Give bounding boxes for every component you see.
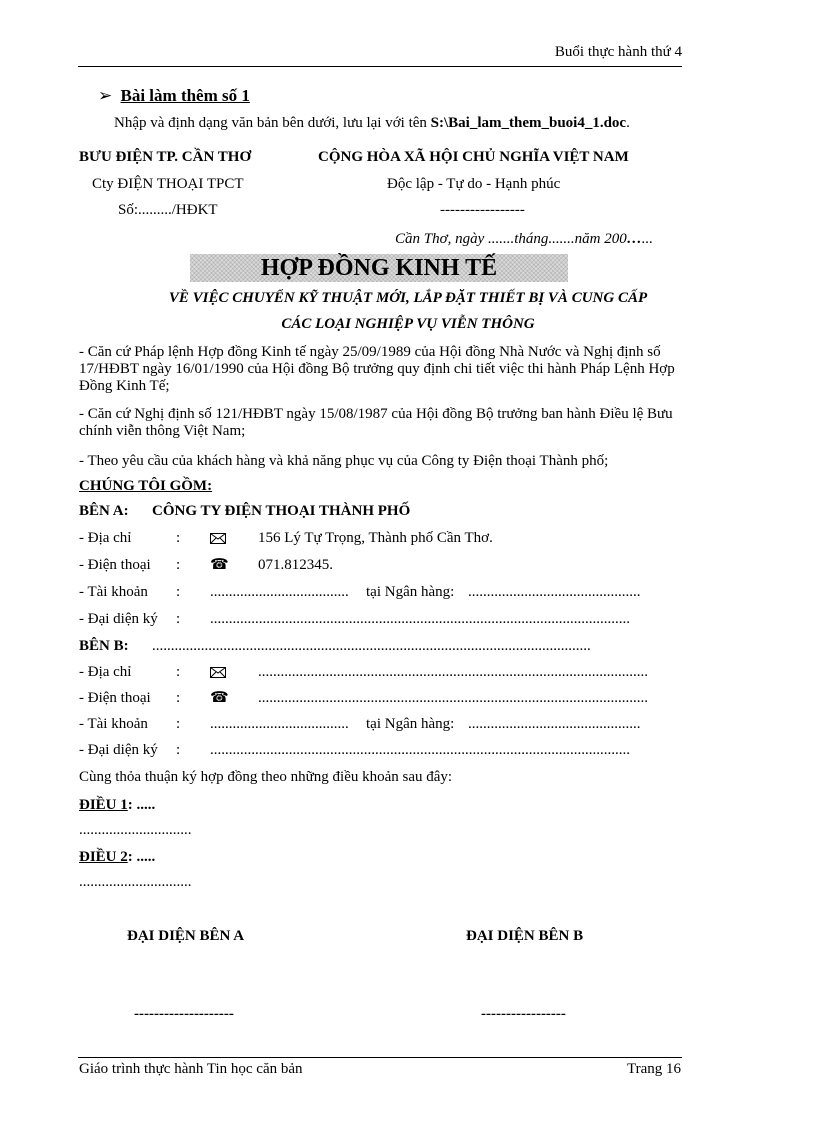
signature-a-line: -------------------- [134,1006,234,1022]
org-name: BƯU ĐIỆN TP. CẦN THƠ [79,149,252,165]
party-a-account-dots: ..................................... [210,584,349,600]
contract-subtitle-line1: VỀ VIỆC CHUYỂN KỸ THUẬT MỚI, LẮP ĐẶT THIẾT BỊ VÀ CUNG CẤP [168,290,648,306]
party-a-address-value: 156 Lý Tự Trọng, Thành phố Cần Thơ. [258,530,493,546]
colon: : [176,716,181,732]
header-rule [78,66,682,67]
party-a-account-label: - Tài khoản [79,584,148,600]
contract-title: HỢP ĐỒNG KINH TẾ [190,254,568,282]
we-are-heading: CHÚNG TÔI GỒM: [79,478,213,494]
motto-rule: ----------------- [440,202,525,218]
page-number: Trang 16 [626,1061,681,1077]
signature-b-label: ĐẠI DIỆN BÊN B [466,928,584,944]
party-b-address-dots: ........................................................................................................ [258,664,648,680]
party-b-account-label: - Tài khoản [79,716,148,732]
agreement-text: Cùng thỏa thuận ký hợp đồng theo những điều khoản sau đây: [79,769,453,785]
party-b-phone-dots: ........................................................................................................ [258,690,648,706]
signature-b-line: ----------------- [481,1006,566,1022]
date-line: Cần Thơ, ngày .......tháng.......năm 200…... [395,231,654,247]
exercise-instruction: Nhập và định dạng văn bản bên dưới, lưu lại với tên S:\Bai_lam_them_buoi4_1.doc. [114,115,630,131]
party-b-rep-label: - Đại diện ký [79,742,158,758]
colon: : [176,530,181,546]
party-a-phone-value: 071.812345. [258,557,333,573]
party-a-rep-label: - Đại diện ký [79,611,158,627]
footer-rule [78,1057,682,1058]
arrow-bullet-icon: ➢ [98,86,113,105]
footer-left: Giáo trình thực hành Tin học căn bản [79,1061,303,1077]
envelope-icon [210,533,226,544]
article-1-dots: .............................. [79,822,192,838]
telephone-icon: ☎ [210,557,229,573]
party-a-rep-dots: ................................................................................................................ [210,611,630,627]
party-b-address-label: - Địa chỉ [79,664,132,680]
nation-name: CỘNG HÒA XÃ HỘI CHỦ NGHĨA VIỆT NAM [318,149,629,165]
party-b-name-dots: ..................................................................................................................... [152,638,591,654]
party-b-phone-label: - Điện thoại [79,690,151,706]
article-2-dots: .............................. [79,874,192,890]
colon: : [176,664,181,680]
basis-paragraph-2: - Căn cứ Nghị định số 121/HĐBT ngày 15/08/1987 của Hội đồng Bộ trưởng ban hành Điều lệ Bưu chính viễn thông Việt Nam; [79,406,673,439]
signature-a-label: ĐẠI DIỆN BÊN A [127,928,245,944]
party-b-rep-dots: ................................................................................................................ [210,742,630,758]
colon: : [176,742,181,758]
page-header: Buổi thực hành thứ 4 [554,44,682,60]
party-a-label: BÊN A: [79,503,129,519]
basis-paragraph-1: - Căn cứ Pháp lệnh Hợp đồng Kinh tế ngày 25/09/1989 của Hội đồng Nhà Nước và Nghị định số 17/HĐBT ngày 16/01/1990 của Hội đồng Bộ trưởng quy định chi tiết việc thi hành Pháp Lệnh Hợp Đồng Kinh Tế; [79,344,675,394]
motto: Độc lập - Tự do - Hạnh phúc [387,176,561,192]
basis-paragraph-3: - Theo yêu cầu của khách hàng và khả năng phục vụ của Công ty Điện thoại Thành phố; [79,453,609,469]
party-a-address-label: - Địa chỉ [79,530,132,546]
party-b-bank-dots: .............................................. [468,716,641,732]
colon: : [176,584,181,600]
party-b-bank-label: tại Ngân hàng: [366,716,455,732]
exercise-heading [98,86,250,106]
file-name: S:\Bai_lam_them_buoi4_1.doc [430,115,627,131]
party-a-bank-dots: .............................................. [468,584,641,600]
party-a-bank-label: tại Ngân hàng: [366,584,455,600]
exercise-title: Bài làm thêm số 1 [120,86,250,105]
contract-number: Số:........./HĐKT [118,202,218,218]
article-1: ĐIỀU 1: ..... [79,797,156,813]
colon: : [176,690,181,706]
party-a-phone-label: - Điện thoại [79,557,151,573]
envelope-icon [210,667,226,678]
contract-subtitle-line2: CÁC LOẠI NGHIỆP VỤ VIỄN THÔNG [281,316,535,332]
company-name: Cty ĐIỆN THOẠI TPCT [92,176,244,192]
party-a-name: CÔNG TY ĐIỆN THOẠI THÀNH PHỐ [152,503,411,519]
article-2: ĐIỀU 2: ..... [79,849,156,865]
colon: : [176,557,181,573]
telephone-icon: ☎ [210,690,229,706]
colon: : [176,611,181,627]
party-b-account-dots: ..................................... [210,716,349,732]
party-b-label: BÊN B: [79,638,129,654]
